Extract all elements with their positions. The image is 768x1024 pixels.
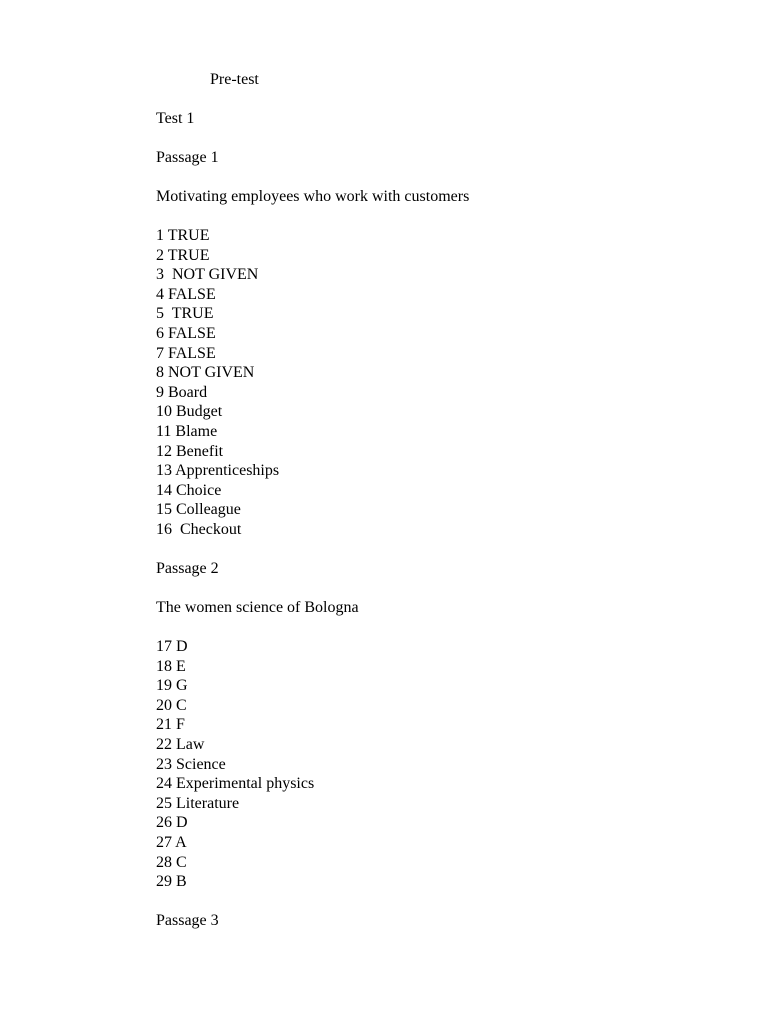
answer-item: 26 D [156, 814, 188, 832]
answer-item: 25 Literature [156, 794, 240, 812]
answer-item: 27 A [156, 833, 187, 851]
passage-1-answer-list [156, 226, 279, 540]
answer-item: 3 NOT GIVEN [156, 266, 259, 284]
answer-item: 8 NOT GIVEN [156, 364, 255, 382]
answer-item: 20 C [156, 696, 187, 714]
passage-2-title: The women science of Bologna [156, 599, 359, 616]
answer-item: 12 Benefit [156, 442, 224, 460]
answer-item: 17 D [156, 638, 188, 655]
document-heading: Pre-test [210, 71, 259, 88]
answer-item: 24 Experimental physics [156, 775, 315, 793]
answer-item: 11 Blame [156, 422, 218, 440]
answer-item: 9 Board [156, 383, 208, 401]
passage-2-answer-list [156, 637, 314, 892]
answer-item: 2 TRUE [156, 246, 210, 264]
answer-item: 29 B [156, 873, 187, 891]
passage-1-label: Passage 1 [156, 149, 219, 166]
answer-item: 4 FALSE [156, 285, 216, 303]
answer-item: 1 TRUE [156, 227, 210, 244]
answer-item: 14 Choice [156, 481, 222, 499]
passage-2-label: Passage 2 [156, 560, 219, 577]
test-title: Test 1 [156, 110, 195, 127]
answer-item: 10 Budget [156, 403, 223, 421]
answer-item: 23 Science [156, 755, 226, 773]
answer-item: 18 E [156, 657, 186, 675]
passage-3-label: Passage 3 [156, 912, 219, 929]
answer-item: 16 Checkout [156, 520, 242, 538]
answer-item: 13 Apprenticeships [156, 462, 280, 480]
answer-item: 5 TRUE [156, 305, 214, 323]
answer-item: 28 C [156, 853, 187, 871]
answer-item: 21 F [156, 716, 185, 734]
answer-item: 22 Law [156, 735, 205, 753]
answer-item: 7 FALSE [156, 344, 216, 362]
answer-item: 19 G [156, 677, 188, 695]
answer-item: 6 FALSE [156, 324, 216, 342]
passage-1-title: Motivating employees who work with customers [156, 188, 470, 205]
answer-item: 15 Colleague [156, 501, 241, 519]
